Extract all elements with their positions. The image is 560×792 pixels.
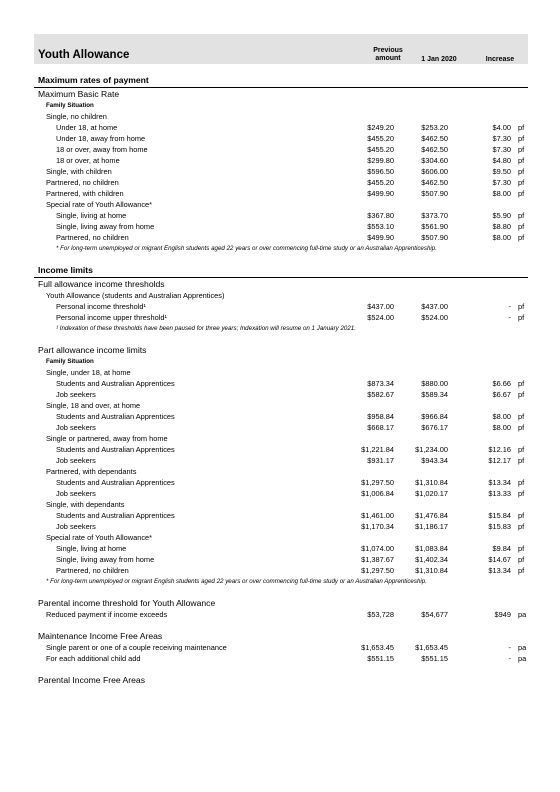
column-header-current: 1 Jan 2020 [421,56,457,63]
increase-amount: $13.34 [488,478,511,487]
spacer [34,620,528,630]
current-amount: $880.00 [421,379,448,388]
row-label: Single, living away from home [56,222,155,231]
payment-unit: pf [518,167,525,176]
previous-amount: $437.00 [367,302,394,311]
increase-amount: $15.84 [488,511,511,520]
row-label: Personal income threshold¹ [56,302,146,311]
previous-amount: $367.80 [367,211,394,220]
row-label: Students and Australian Apprentices [56,412,175,421]
row-label: * For long-term unemployed or migrant English students aged 22 years or over commencing full-time study or an Australian Apprenticeship. [46,578,427,585]
table-row [34,455,528,466]
table-row [34,532,528,543]
row-label: Income limits [38,265,93,275]
payment-unit: pf [518,134,525,143]
current-amount: $373.70 [421,211,448,220]
previous-amount: $1,074.00 [361,544,394,553]
table-row [34,199,528,210]
increase-amount: $8.00 [492,412,511,421]
row-label: Job seekers [56,522,96,531]
payment-unit: pf [518,445,525,454]
payment-unit: pf [518,222,525,231]
table-row [34,356,528,367]
table-row [34,290,528,301]
payment-unit: pf [518,189,525,198]
table-row [34,510,528,521]
row-label: Students and Australian Apprentices [56,445,175,454]
increase-amount: $6.67 [492,390,511,399]
current-amount: $304.60 [421,156,448,165]
row-label: Parental Income Free Areas [38,675,145,685]
increase-amount: $9.84 [492,544,511,553]
spacer [34,664,528,674]
increase-amount: $15.83 [488,522,511,531]
row-label: Special rate of Youth Allowance* [46,200,153,209]
current-amount: $507.90 [421,189,448,198]
table-row [34,565,528,576]
previous-amount: $596.50 [367,167,394,176]
previous-amount: $499.90 [367,233,394,242]
table-row [34,609,528,620]
table-row [34,133,528,144]
increase-amount: $14.67 [488,555,511,564]
row-label: Single, under 18, at home [46,368,131,377]
column-header-increase: Increase [485,56,515,63]
row-label: Students and Australian Apprentices [56,379,175,388]
table-row [34,400,528,411]
table-row [34,389,528,400]
row-label: Partnered, no children [56,233,129,242]
row-label: Reduced payment if income exceeds [46,610,168,619]
payment-unit: pf [518,156,525,165]
row-label: Partnered, with dependants [46,467,137,476]
subsection-heading [34,88,528,100]
column-header-previous-amount: Previous amount [373,47,403,62]
row-label: Special rate of Youth Allowance* [46,533,153,542]
row-label: Single, 18 and over, at home [46,401,141,410]
payment-unit: pf [518,489,525,498]
current-amount: $462.50 [421,145,448,154]
spacer [34,254,528,264]
previous-amount: $873.34 [367,379,394,388]
payment-unit: pf [518,178,525,187]
previous-amount: $1,297.50 [361,566,394,575]
current-amount: $551.15 [421,654,448,663]
table-row [34,499,528,510]
previous-amount: $299.80 [367,156,394,165]
payment-unit: pf [518,511,525,520]
payment-unit: pf [518,390,525,399]
increase-amount: $4.00 [492,123,511,132]
previous-amount: $958.84 [367,412,394,421]
section-heading [34,264,528,278]
increase-amount: $7.30 [492,134,511,143]
subsection-heading [34,597,528,609]
current-amount: $54,677 [421,610,448,619]
row-label: Single, no children [46,112,107,121]
row-label: Job seekers [56,489,96,498]
previous-amount: $1,006.84 [361,489,394,498]
row-label: Single or partnered, away from home [46,434,168,443]
table-row [34,232,528,243]
table-header [34,34,528,64]
increase-amount: $8.00 [492,189,511,198]
payment-unit: pf [518,478,525,487]
section-heading [34,74,528,88]
table-row [34,554,528,565]
footnote [34,243,528,254]
footnote [34,576,528,587]
row-label: Single, living at home [56,544,127,553]
current-amount: $1,402.34 [415,555,448,564]
increase-amount: $12.17 [488,456,511,465]
previous-amount: $553.10 [367,222,394,231]
table-row [34,653,528,664]
table-row [34,367,528,378]
row-label: Family Situation [46,358,94,365]
payment-unit: pf [518,233,525,242]
payment-unit: pf [518,379,525,388]
table-row [34,122,528,133]
row-label: Single, with dependants [46,500,125,509]
previous-amount: $1,461.00 [361,511,394,520]
table-row [34,144,528,155]
current-amount: $589.34 [421,390,448,399]
table-row [34,188,528,199]
row-label: Job seekers [56,423,96,432]
increase-amount: $8.80 [492,222,511,231]
current-amount: $462.50 [421,134,448,143]
spacer [34,334,528,344]
payment-unit: pf [518,566,525,575]
current-amount: $524.00 [421,313,448,322]
current-amount: $507.90 [421,233,448,242]
previous-amount: $1,387.67 [361,555,394,564]
row-label: Family Situation [46,102,94,109]
subsection-heading [34,630,528,642]
previous-amount: $582.67 [367,390,394,399]
table-row [34,642,528,653]
row-label: Partnered, no children [46,178,119,187]
row-label: Single, living away from home [56,555,155,564]
footnote [34,323,528,334]
payment-unit: pa [518,643,527,652]
row-label: Single, living at home [56,211,127,220]
row-label: 18 or over, away from home [56,145,148,154]
increase-amount: - [508,302,511,311]
current-amount: $1,476.84 [415,511,448,520]
increase-amount: $949 [494,610,511,619]
subsection-heading [34,278,528,290]
previous-amount: $499.90 [367,189,394,198]
payment-unit: pf [518,211,525,220]
increase-amount: $5.90 [492,211,511,220]
table-row [34,177,528,188]
row-label: Under 18, at home [56,123,118,132]
row-label: Students and Australian Apprentices [56,478,175,487]
rates-table [34,74,528,686]
row-label: Single, with children [46,167,112,176]
current-amount: $943.34 [421,456,448,465]
table-row [34,521,528,532]
increase-amount: $13.34 [488,566,511,575]
row-label: Part allowance income limits [38,345,147,355]
current-amount: $1,020.17 [415,489,448,498]
payment-unit: pf [518,555,525,564]
increase-amount: $4.80 [492,156,511,165]
row-label: Job seekers [56,390,96,399]
increase-amount: $8.00 [492,233,511,242]
current-amount: $1,310.84 [415,566,448,575]
row-label: Parental income threshold for Youth Allowance [38,598,216,608]
increase-amount: - [508,313,511,322]
current-amount: $1,310.84 [415,478,448,487]
increase-amount: $13.33 [488,489,511,498]
previous-amount: $455.20 [367,134,394,143]
payment-unit: pa [518,610,527,619]
increase-amount: $9.50 [492,167,511,176]
previous-amount: $249.20 [367,123,394,132]
increase-amount: $8.00 [492,423,511,432]
row-label: Partnered, with children [46,189,124,198]
current-amount: $966.84 [421,412,448,421]
current-amount: $1,653.45 [415,643,448,652]
row-label: Youth Allowance (students and Australian Apprentices) [46,291,225,300]
row-label: Maximum rates of payment [38,75,149,85]
current-amount: $1,083.84 [415,544,448,553]
payment-unit: pf [518,423,525,432]
current-amount: $253.20 [421,123,448,132]
current-amount: $462.50 [421,178,448,187]
row-label: Maintenance Income Free Areas [38,631,163,641]
current-amount: $437.00 [421,302,448,311]
table-row [34,312,528,323]
previous-amount: $524.00 [367,313,394,322]
previous-amount: $53,728 [367,610,394,619]
table-row [34,411,528,422]
current-amount: $676.17 [421,423,448,432]
previous-amount: $551.15 [367,654,394,663]
table-row [34,210,528,221]
subsection-heading [34,344,528,356]
payment-unit: pf [518,145,525,154]
table-row [34,378,528,389]
payment-unit: pf [518,456,525,465]
page-title: Youth Allowance [38,49,130,61]
table-row [34,433,528,444]
previous-amount: $1,653.45 [361,643,394,652]
spacer [34,587,528,597]
previous-amount: $1,221.84 [361,445,394,454]
current-amount: $1,186.17 [415,522,448,531]
payment-unit: pf [518,123,525,132]
row-label: Full allowance income thresholds [38,279,165,289]
row-label: Students and Australian Apprentices [56,511,175,520]
row-label: Maximum Basic Rate [38,89,120,99]
payment-unit: pf [518,412,525,421]
payment-unit: pf [518,544,525,553]
payment-unit: pa [518,654,527,663]
table-row [34,111,528,122]
previous-amount: $1,170.34 [361,522,394,531]
subsection-heading [34,674,528,686]
row-label: For each additional child add [46,654,141,663]
row-label: Partnered, no children [56,566,129,575]
increase-amount: $12.16 [488,445,511,454]
row-label: Single parent or one of a couple receiving maintenance [46,643,227,652]
previous-amount: $455.20 [367,145,394,154]
table-row [34,166,528,177]
table-row [34,422,528,433]
table-row [34,301,528,312]
increase-amount: - [508,643,511,652]
row-label: * For long-term unemployed or migrant English students aged 22 years or over commencing full-time study or an Australian Apprenticeship. [56,245,437,252]
previous-amount: $455.20 [367,178,394,187]
previous-amount: $1,297.50 [361,478,394,487]
previous-amount: $668.17 [367,423,394,432]
current-amount: $606.00 [421,167,448,176]
current-amount: $1,234.00 [415,445,448,454]
table-row [34,155,528,166]
table-row [34,477,528,488]
table-row [34,100,528,111]
table-row [34,543,528,554]
table-row [34,444,528,455]
row-label: 18 or over, at home [56,156,120,165]
table-row [34,488,528,499]
payment-unit: pf [518,522,525,531]
increase-amount: - [508,654,511,663]
payment-unit: pf [518,313,525,322]
row-label: ¹ Indexation of these thresholds have been paused for three years; Indexation will resume on 1 January 2021. [56,325,356,332]
current-amount: $561.90 [421,222,448,231]
table-row [34,466,528,477]
row-label: Job seekers [56,456,96,465]
row-label: Under 18, away from home [56,134,146,143]
table-row [34,221,528,232]
increase-amount: $6.66 [492,379,511,388]
increase-amount: $7.30 [492,178,511,187]
increase-amount: $7.30 [492,145,511,154]
previous-amount: $931.17 [367,456,394,465]
row-label: Personal income upper threshold¹ [56,313,167,322]
payment-unit: pf [518,302,525,311]
